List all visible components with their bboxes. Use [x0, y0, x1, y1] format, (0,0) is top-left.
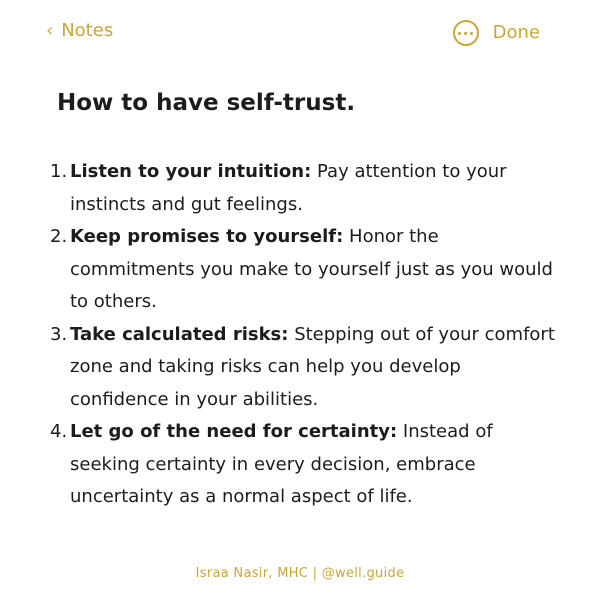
top-navigation-bar: [46, 20, 540, 50]
item-heading: Let go of the need for certainty:: [70, 421, 398, 442]
item-heading: Keep promises to yourself:: [70, 226, 344, 247]
item-number: 4.: [50, 421, 68, 442]
item-number: 2.: [50, 226, 68, 247]
list-item[interactable]: [50, 156, 560, 221]
more-options-button[interactable]: [453, 20, 479, 46]
list-item[interactable]: [50, 221, 560, 319]
item-number: 1.: [50, 161, 68, 182]
item-body: Pay attention to your instincts and gut feelings.: [70, 161, 507, 215]
item-heading: Take calculated risks:: [70, 323, 289, 345]
item-body: Instead of seeking certainty in every decision, embrace uncertainty as a normal aspect of life.: [70, 421, 493, 507]
chevron-left-icon: ‹: [46, 20, 54, 41]
back-label: Notes: [61, 20, 114, 41]
credit-footer: Israa Nasir, MHC | @well.guide: [195, 566, 405, 581]
note-title[interactable]: How to have self-trust.: [57, 90, 356, 116]
note-list[interactable]: [50, 156, 560, 514]
item-heading: Listen to your intuition:: [70, 161, 312, 182]
done-button[interactable]: Done: [492, 22, 540, 43]
list-item[interactable]: [50, 416, 560, 514]
more-circle-icon: [458, 32, 461, 35]
list-item[interactable]: [50, 319, 560, 417]
header-actions: [453, 20, 540, 46]
back-to-notes-button[interactable]: [46, 22, 113, 40]
item-body: Stepping out of your comfort zone and taking risks can help you develop confidence in your abilities.: [70, 323, 555, 410]
item-number: 3.: [50, 323, 68, 345]
item-body: Honor the commitments you make to yourself just as you would to others.: [70, 226, 553, 312]
